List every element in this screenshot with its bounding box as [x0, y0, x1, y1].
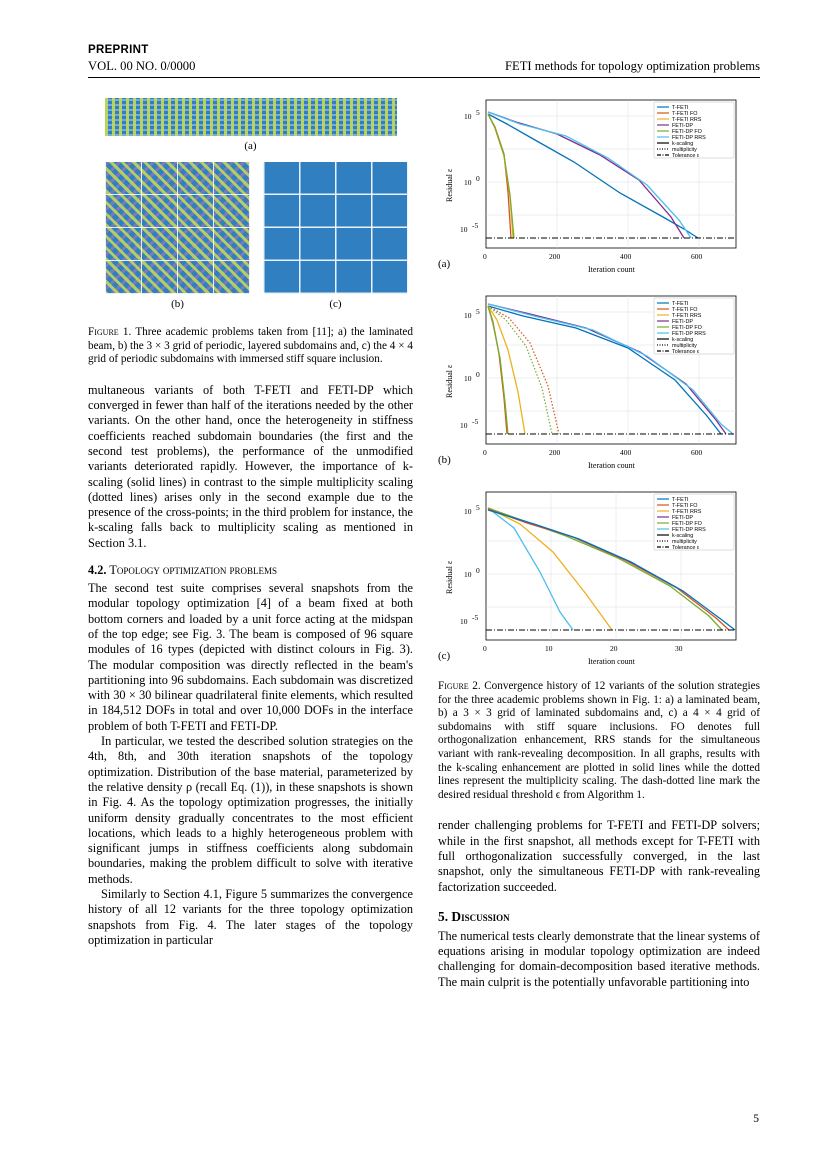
- svg-text:T-FETI: T-FETI: [672, 497, 689, 503]
- running-title: FETI methods for topology optimization problems: [505, 59, 760, 73]
- svg-text:0: 0: [476, 370, 480, 379]
- svg-text:0: 0: [483, 448, 487, 457]
- body-paragraph-2: The second test suite comprises several snapshots from the modular topology optimization [4] of a beam fixed at both bottom corners and loaded by a unit force acting at the midspan of the top edge; see Fig. 3. The beam is composed of 96 square modules of 16 types (depicted with distinct colours in Fig. 3). The modular composition was directly reflected in the beam's partitioning into 96 subdomains. Each subdomain was discretized with 30 × 30 bilinear quadrilateral finite elements, which resulted in 184,512 DOFs in total and over 10,000 DOFs in the interface problem of both T-FETI and FETI-DP.: [88, 581, 413, 733]
- subdomain-grid-lines: [105, 162, 250, 294]
- body-paragraph-5: render challenging problems for T-FETI and FETI-DP solvers; while in the first snapshot, all methods except for T-FETI with full orthogonalization successfully converged, in the last snapshot, only the simultaneous FETI-DP with rank-revealing factorization succeeded.: [438, 818, 760, 894]
- page-number: 5: [753, 1113, 759, 1125]
- svg-text:multiplicity: multiplicity: [672, 343, 697, 349]
- svg-text:-5: -5: [472, 613, 479, 622]
- chart-a-container: [438, 92, 760, 284]
- svg-text:FETI-DP RRS: FETI-DP RRS: [672, 135, 706, 141]
- page-header: [88, 44, 760, 78]
- svg-text:T-FETI: T-FETI: [672, 301, 689, 307]
- svg-text:FETI-DP RRS: FETI-DP RRS: [672, 331, 706, 337]
- chart-b-container: [438, 288, 760, 480]
- svg-text:Iteration count: Iteration count: [588, 657, 635, 666]
- svg-text:0: 0: [476, 174, 480, 183]
- header-rule: [88, 77, 760, 78]
- svg-text:Residual ε: Residual ε: [445, 364, 454, 398]
- svg-text:T-FETI RRS: T-FETI RRS: [672, 509, 702, 515]
- chart-c-plot: [438, 484, 760, 676]
- section-4-2-number: 4.2.: [88, 563, 107, 578]
- svg-text:Tolerance ϵ: Tolerance ϵ: [672, 545, 700, 551]
- svg-text:T-FETI RRS: T-FETI RRS: [672, 313, 702, 319]
- svg-text:Residual ε: Residual ε: [445, 168, 454, 202]
- svg-text:10: 10: [460, 421, 468, 430]
- preprint-label: PREPRINT: [88, 44, 149, 56]
- svg-text:5: 5: [476, 503, 480, 512]
- svg-text:-5: -5: [472, 221, 479, 230]
- figure-2-caption: [438, 680, 760, 802]
- section-5-number: 5.: [438, 908, 449, 924]
- section-4-2-title: Topology optimization problems: [109, 563, 277, 578]
- svg-text:FETI-DP: FETI-DP: [672, 515, 693, 521]
- svg-text:Iteration count: Iteration count: [588, 265, 635, 274]
- svg-text:20: 20: [610, 644, 618, 653]
- svg-text:FETI-DP FO: FETI-DP FO: [672, 129, 702, 135]
- svg-text:600: 600: [691, 252, 703, 261]
- svg-text:200: 200: [549, 252, 561, 261]
- svg-text:T-FETI RRS: T-FETI RRS: [672, 117, 702, 123]
- section-5-title: Discussion: [451, 908, 510, 924]
- chart-a-plot: [438, 92, 760, 284]
- right-column: [438, 92, 760, 990]
- svg-text:multiplicity: multiplicity: [672, 539, 697, 545]
- svg-text:multiplicity: multiplicity: [672, 147, 697, 153]
- svg-text:10: 10: [464, 178, 472, 187]
- figure-2-caption-text: Convergence history of 12 variants of the solution strategies for the three academic problems shown in Fig. 1: a) a laminated beam, b) a 3 × 3 grid of laminated subdomains and, c) a 4 × 4 grid of subdomains with stiff square inclusions. FO denotes full orthogonalization enhancement, RRS stands for the simultaneous variant with rank-revealing decomposition. In all graphs, results with the k-scaling enhancement are plotted in solid lines while the dotted lines represent the multiplicity scaling. The dash-dotted line mark the desired residual threshold ϵ from Algorithm 1.: [438, 680, 760, 801]
- chart-a-label: (a): [438, 258, 451, 270]
- svg-text:k-scaling: k-scaling: [672, 533, 694, 539]
- section-5-heading: [438, 909, 760, 925]
- inclusion-pattern: [263, 162, 408, 294]
- svg-text:30: 30: [675, 644, 683, 653]
- svg-text:5: 5: [476, 307, 480, 316]
- body-paragraph-3: In particular, we tested the described solution strategies on the 4th, 8th, and 30th iteration snapshots of the topology optimization. Distribution of the base material, parameterized by the relative density ρ (recall Eq. (1)), in these snapshots is shown in Fig. 4. As the topology optimization progresses, the initially uniform density gradually concentrates to the most efficient locations, which leads to a highly heterogeneous problem with significant jumps in stiffness coefficients along subdomain boundaries, making the problem difficult to solve with iterative methods.: [88, 734, 413, 886]
- figure-1-caption: [88, 326, 413, 367]
- svg-text:10: 10: [464, 374, 472, 383]
- svg-text:5: 5: [476, 108, 480, 117]
- svg-text:FETI-DP: FETI-DP: [672, 123, 693, 129]
- chart-c-label: (c): [438, 650, 451, 662]
- svg-text:FETI-DP RRS: FETI-DP RRS: [672, 527, 706, 533]
- svg-text:Tolerance ϵ: Tolerance ϵ: [672, 153, 700, 159]
- svg-text:0: 0: [483, 252, 487, 261]
- svg-text:10: 10: [545, 644, 553, 653]
- figure-1-caption-label: Figure 1.: [88, 326, 132, 338]
- section-4-2-heading: [88, 563, 413, 578]
- body-paragraph-4: Similarly to Section 4.1, Figure 5 summarizes the convergence history of all 12 variants for the three topology optimization snapshots from Fig. 4. The later stages of the topology optimization in particular: [88, 886, 413, 947]
- laminated-beam-image: [105, 98, 397, 136]
- body-paragraph-1: multaneous variants of both T-FETI and FETI-DP which converged in fewer than half of the iterations needed by the other variants. On the other hand, once the heterogeneity in stiffness coefficients reached subdomain boundaries (the first and the second test problems), the performance of the unmodified variants deteriorated rapidly. However, the importance of k-scaling (solid lines) in contrast to the simple multiplicity scaling (dotted lines) arises only in the second example due to the presence of the cross-points; in the third problem for instance, the k-scaling falls back to multiplicity scaling as mentioned in Section 3.1.: [88, 382, 413, 550]
- figure-1-graphic: [88, 92, 413, 320]
- svg-text:10: 10: [460, 617, 468, 626]
- chart-b-label: (b): [438, 454, 451, 466]
- figure-1-sublabel-b: (b): [171, 298, 184, 310]
- body-paragraph-6: The numerical tests clearly demonstrate that the linear systems of equations arising in modular topology optimization are indeed challenging for domain-decomposition based iterative methods. The main culprit is the potentially unfavorable partitioning into: [438, 928, 761, 989]
- volume-info: VOL. 00 NO. 0/0000: [88, 59, 196, 73]
- header-line: [88, 59, 760, 77]
- svg-text:600: 600: [691, 448, 703, 457]
- laminate-pattern: [105, 98, 397, 136]
- svg-text:10: 10: [460, 225, 468, 234]
- svg-text:k-scaling: k-scaling: [672, 337, 694, 343]
- svg-text:400: 400: [620, 448, 632, 457]
- figure-1-caption-text: Three academic problems taken from [11]; a) the laminated beam, b) the 3 × 3 grid of periodic, layered subdomains and, c) the 4 × 4 grid of periodic subdomains with immersed stiff square inclusion.: [88, 326, 413, 366]
- figure-1-sublabel-a: (a): [244, 140, 257, 152]
- left-column: [88, 92, 413, 948]
- svg-text:10: 10: [464, 507, 472, 516]
- svg-text:10: 10: [464, 112, 472, 121]
- svg-text:FETI-DP FO: FETI-DP FO: [672, 325, 702, 331]
- svg-text:Tolerance ϵ: Tolerance ϵ: [672, 349, 700, 355]
- chart-c-container: [438, 484, 760, 676]
- svg-text:200: 200: [549, 448, 561, 457]
- chart-b-plot: [438, 288, 760, 480]
- figure-2-caption-label: Figure 2.: [438, 680, 481, 692]
- svg-text:400: 400: [620, 252, 632, 261]
- figure-2-graphic: [438, 92, 760, 676]
- svg-text:FETI-DP FO: FETI-DP FO: [672, 521, 702, 527]
- svg-text:10: 10: [464, 311, 472, 320]
- stiff-inclusion-grid-image: [263, 162, 408, 294]
- svg-text:Iteration count: Iteration count: [588, 461, 635, 470]
- periodic-layered-grid-image: [105, 162, 250, 294]
- svg-text:0: 0: [476, 566, 480, 575]
- svg-text:T-FETI: T-FETI: [672, 105, 689, 111]
- svg-text:-5: -5: [472, 417, 479, 426]
- svg-text:k-scaling: k-scaling: [672, 141, 694, 147]
- svg-text:FETI-DP: FETI-DP: [672, 319, 693, 325]
- figure-1-sublabel-c: (c): [329, 298, 342, 310]
- svg-text:T-FETI FO: T-FETI FO: [672, 307, 698, 313]
- svg-text:10: 10: [464, 570, 472, 579]
- svg-text:Residual ε: Residual ε: [445, 560, 454, 594]
- svg-text:T-FETI FO: T-FETI FO: [672, 111, 698, 117]
- svg-text:T-FETI FO: T-FETI FO: [672, 503, 698, 509]
- svg-text:0: 0: [483, 644, 487, 653]
